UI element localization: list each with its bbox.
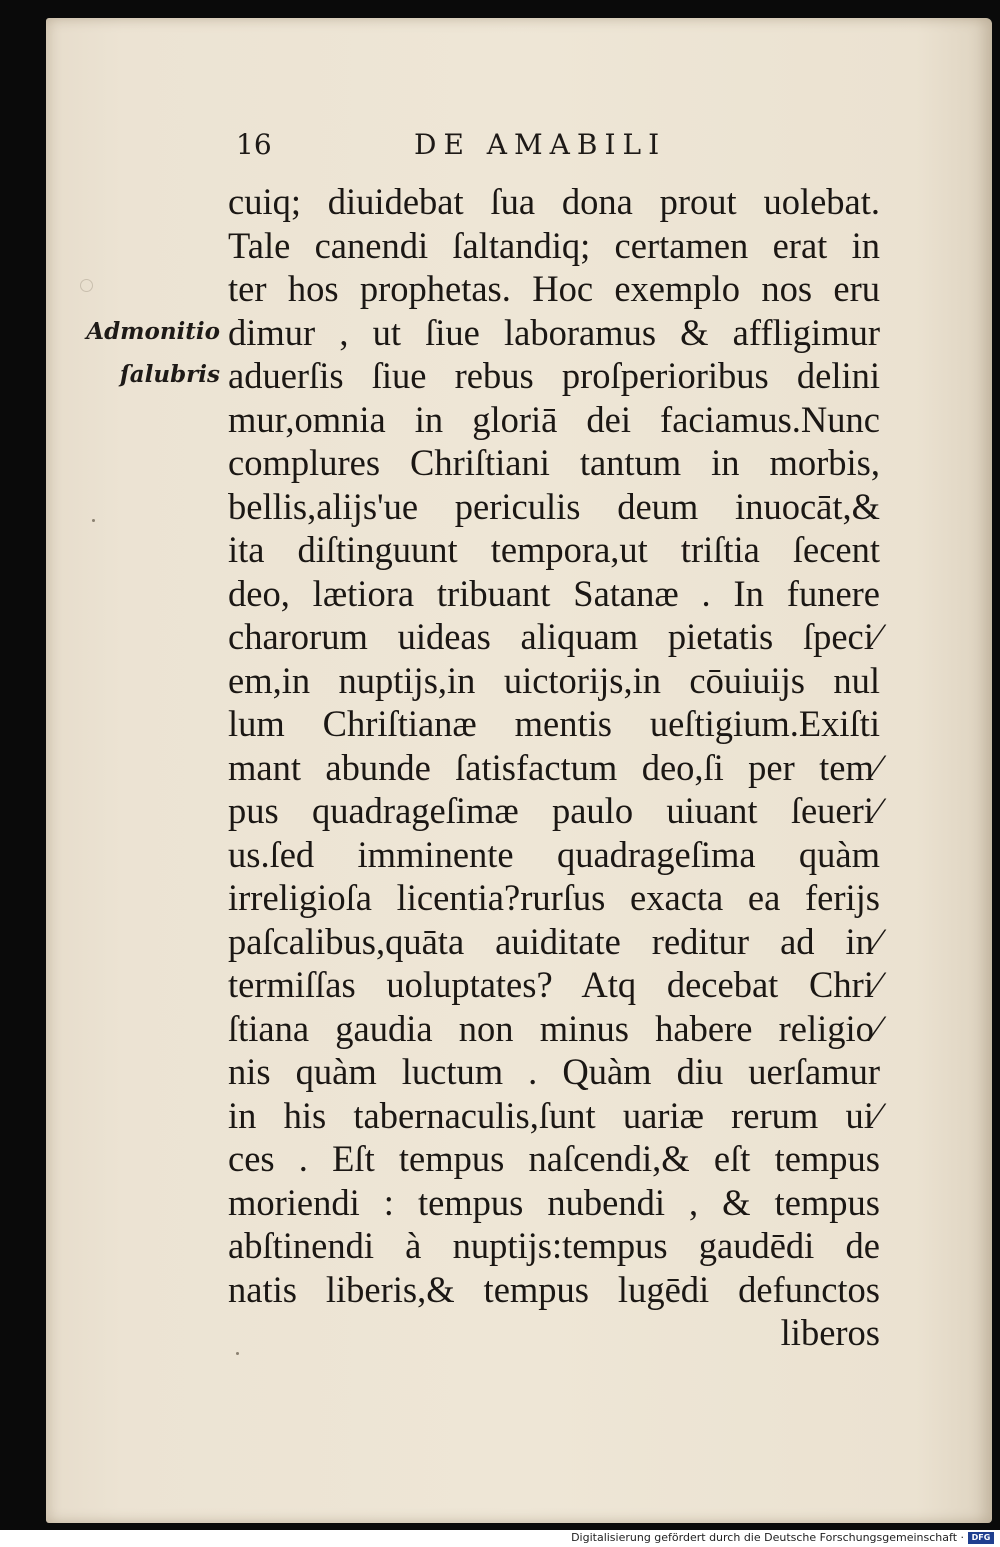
page-header — [236, 128, 876, 168]
text-line: cuiq; diuidebat ſua dona prout uolebat. — [228, 181, 880, 222]
text-line: ſtiana gaudia non minus habere religio⁄ — [228, 1007, 880, 1049]
digitization-footer — [0, 1530, 1000, 1547]
text-line: deo, lætiora tribuant Satanæ . In funere — [228, 572, 880, 614]
catchword: liberos — [780, 1312, 880, 1353]
text-line: us.ſed imminente quadrageſima quàm — [228, 833, 880, 875]
text-line: moriendi : tempus nubendi , & tempus — [228, 1181, 880, 1223]
text-line: em,in nuptiјs,in uictoriјs,in cōuiuiјs nul — [228, 659, 880, 701]
text-line: complures Chriſtiani tantum in morbis, — [228, 442, 880, 483]
text-line: paſcalibus,quāta auiditate reditur ad in⁄ — [228, 920, 880, 962]
text-line: termiſſas uoluptates? Atq decebat Chri⁄ — [228, 964, 880, 1005]
text-line: Tale canendi ſaltandiq; certamen erat in — [228, 224, 880, 266]
running-title: DE AMABILI — [414, 128, 667, 161]
text-line: charorum uideas aliquam pietatis ſpeci⁄ — [228, 616, 880, 657]
text-line: lum Chriſtianæ mentis ueſtigium.Exiſti — [228, 703, 880, 744]
text-line: nis quàm luctum . Quàm diu uerſamur — [228, 1051, 880, 1092]
text-line: ces . Eſt tempus naſcendi,& eſt tempus — [228, 1138, 880, 1179]
text-line: pus quadrageſimæ paulo uiuant ſeueri⁄ — [228, 790, 880, 831]
body-text — [228, 180, 880, 1355]
text-line: abſtinendi à nuptiјs:tempus gaudēdi de — [228, 1225, 880, 1266]
text-line: bellis,aliјs'ue periculis deum inuocāt,& — [228, 485, 880, 527]
text-line: mur,omnia in gloriā dei faciamus.Nunc — [228, 398, 880, 440]
text-line: aduerſis ſiue rebus proſperioribus delini — [228, 355, 880, 396]
text-line: mant abunde ſatisfactum deo,ſi per tem⁄ — [228, 746, 880, 788]
text-line: in his tabernaculis,ſunt uariæ rerum ui⁄ — [228, 1094, 880, 1136]
text-line: ter hos prophetas. Hoc exemplo nos eru — [228, 268, 880, 309]
funding-credit: Digitalisierung gefördert durch die Deutsche Forschungsgemeinschaft · — [571, 1531, 964, 1544]
text-line: natis liberis,& tempus lugēdi defunctos — [228, 1268, 880, 1310]
margin-note: Admonitio — [86, 318, 220, 345]
text-line: ita diſtinguunt tempora,ut triſtia ſecent — [228, 529, 880, 570]
text-line: irreligioſa licentia?rurſus exacta ea feriјs — [228, 877, 880, 918]
paper-blemish — [80, 279, 93, 292]
page-number: 16 — [236, 128, 272, 161]
text-line: dimur , ut ſiue laboramus & affligimur — [228, 311, 880, 353]
paper-speck — [92, 519, 95, 522]
margin-note: ſalubris — [119, 361, 220, 388]
dfg-logo-icon: DFG — [968, 1532, 994, 1544]
